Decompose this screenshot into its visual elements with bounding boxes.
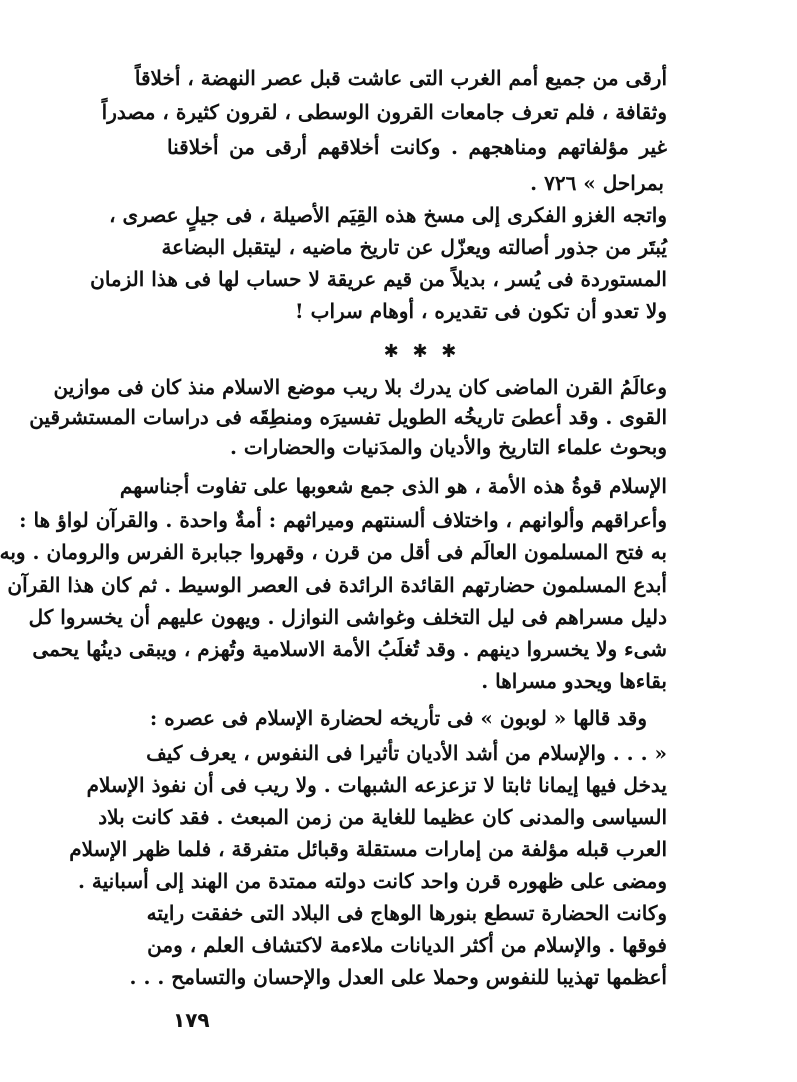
text-line: ولا تعدو أن تكون فى تقديره ، أوهام سراب ! (294, 299, 667, 323)
text-line: بمراحل » ٧٢٦ . (530, 171, 664, 195)
quote-line: العرب قبله مؤلفة من إمارات مستقلة وقبائل متفرقة ، فلما ظهر الإسلام (69, 837, 667, 861)
text-line: به فتح المسلمون العالَم فى أقل من قرن ، وقهروا جبابرة الفرس والرومان . وبه (0, 540, 667, 564)
text-line: واتجه الغزو الفكرى إلى مسخ هذه القِيَم الأصيلة ، فى جيلٍ عصرى ، (109, 203, 667, 227)
quote-line: « . . . والإسلام من أشد الأديان تأثيرا فى النفوس ، يعرف كيف (146, 741, 667, 765)
quote-line: أعظمها تهذيبا للنفوس وحملا على العدل والإحسان والتسامح . . . (129, 965, 667, 989)
text-line: الإسلام قوةُ هذه الأمة ، هو الذى جمع شعوبها على تفاوت أجناسهم (119, 474, 667, 498)
text-line: وأعراقهم وألوانهم ، واختلاف ألسنتهم وميراثهم : أمةٌ واحدة . والقرآن لواؤ ها : (19, 508, 667, 532)
text-line: يُبتَر من جذور أصالته ويعزّل عن تاريخ ماضيه ، ليتقبل البضاعة (161, 235, 667, 259)
text-line: أرقى من جميع أمم الغرب التى عاشت قبل عصر النهضة ، أخلاقاً (134, 66, 667, 90)
text-line: وقد قالها « لوبون » فى تأريخه لحضارة الإسلام فى عصره : (149, 706, 647, 730)
quote-line: يدخل فيها إيمانا ثابتا لا تزعزعه الشبهات . ولا ريب فى أن نفوذ الإسلام (86, 773, 667, 797)
quote-line: السياسى والمدنى كان عظيما للغاية من زمن المبعث . فقد كانت بلاد (98, 805, 667, 829)
quote-line: وكانت الحضارة تسطع بنورها الوهاج فى البلاد التى خفقت رايته (146, 901, 667, 925)
text-line: المستوردة فى يُسر ، بديلاً من قيم عريقة لا حساب لها فى هذا الزمان (90, 267, 667, 291)
text-line: وعالَمُ القرن الماضى كان يدرك بلا ريب موضع الاسلام منذ كان فى موازين (53, 375, 667, 399)
text-line: شىء ولا يخسروا دينهم . وقد تُغلَبُ الأمة الاسلامية وتُهزم ، ويبقى دينُها يحمى (32, 637, 667, 661)
text-line: أبدع المسلمون حضارتهم القائدة الرائدة فى العصر الوسيط . ثم كان هذا القرآن (7, 573, 667, 597)
section-separator: ✱ ✱ ✱ (383, 341, 461, 362)
text-line: وبحوث علماء التاريخ والأديان والمدَنيات والحضارات . (229, 435, 667, 459)
text-line: وثقافة ، فلم تعرف جامعات القرون الوسطى ، لقرون كثيرة ، مصدراً (101, 100, 667, 124)
quote-line: فوقها . والإسلام من أكثر الديانات ملاءمة لاكتشاف العلم ، ومن (147, 933, 667, 957)
page-number: ١٧٩ (173, 1008, 210, 1032)
text-line: غير مؤلفاتهم ومناهجهم . وكانت أخلاقهم أرقى من أخلاقنا (167, 135, 667, 159)
text-line: القوى . وقد أعطىَ تاريخُه الطويل تفسيرَه ومنطِقَه فى دراسات المستشرقين (29, 405, 667, 429)
quote-line: ومضى على ظهوره قرن واحد كانت دولته ممتدة من الهند إلى أسبانية . (77, 869, 667, 893)
text-line: دليل مسراهم فى ليل التخلف وغواشى النوازل . ويهون عليهم أن يخسروا كل (28, 605, 667, 629)
text-line: بقاءها ويحدو مسراها . (481, 669, 667, 693)
